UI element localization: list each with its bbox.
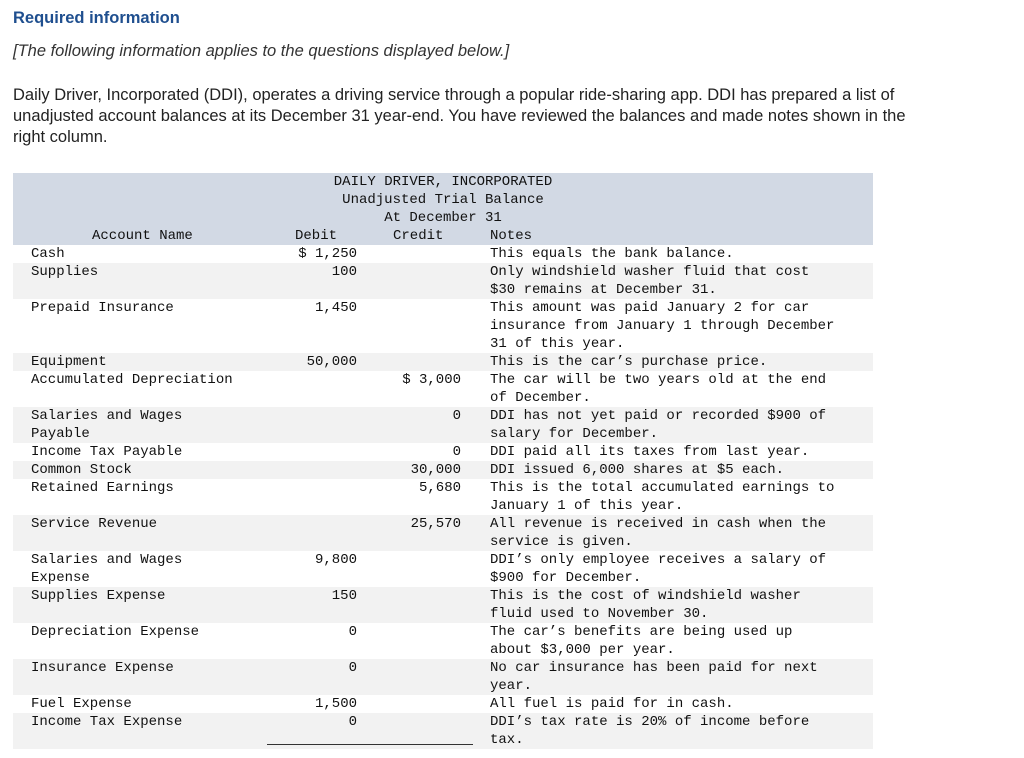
debit-amount: 0 [348, 660, 357, 676]
note-line: insurance from January 1 through December [490, 318, 835, 334]
debit-amount: 9,800 [314, 552, 357, 568]
account-name [31, 461, 271, 479]
company-name: DAILY DRIVER, INCORPORATED [333, 174, 553, 190]
note-line: The car’s benefits are being used up [490, 624, 793, 640]
account-name-line: Income Tax Payable [31, 444, 183, 460]
note-line: This amount was paid January 2 for car [490, 300, 810, 316]
account-name [31, 407, 271, 443]
credit-amount: 0 [452, 444, 461, 460]
note [490, 353, 880, 371]
debit-amount: 150 [331, 588, 357, 604]
note-line: $900 for December. [490, 570, 642, 586]
note [490, 299, 880, 353]
note [490, 407, 880, 443]
account-name [31, 695, 271, 713]
required-information-title: Required information [13, 9, 180, 27]
table-row [13, 623, 873, 659]
table-row [13, 443, 873, 461]
note-line: about $3,000 per year. [490, 642, 675, 658]
account-name-line: Expense [31, 570, 90, 586]
account-name-line: Salaries and Wages [31, 552, 183, 568]
account-name-line: Supplies [31, 264, 99, 280]
note [490, 461, 880, 479]
note-line: DDI’s tax rate is 20% of income before [490, 714, 810, 730]
credit-amount: 0 [452, 408, 461, 424]
account-name-line: Depreciation Expense [31, 624, 200, 640]
credit-amount: 30,000 [410, 462, 461, 478]
account-name [31, 551, 271, 587]
note [490, 479, 880, 515]
table-row [13, 587, 873, 623]
account-name-line: Salaries and Wages [31, 408, 183, 424]
note-line: This is the car’s purchase price. [490, 354, 768, 370]
note-line: salary for December. [490, 426, 659, 442]
account-name-line: Equipment [31, 354, 107, 370]
credit-amount: 5,680 [418, 480, 461, 496]
note [490, 713, 880, 749]
table-row [13, 245, 873, 263]
account-name-line: Payable [31, 426, 90, 442]
note [490, 245, 880, 263]
account-name-line: Common Stock [31, 462, 132, 478]
account-name-line: Income Tax Expense [31, 714, 183, 730]
note-line: DDI paid all its taxes from last year. [490, 444, 810, 460]
account-name [31, 479, 271, 497]
trial-balance-body [13, 245, 873, 749]
intro-line: right column. [13, 128, 108, 146]
account-name [31, 515, 271, 533]
trial-balance-header [13, 173, 873, 245]
table-row [13, 299, 873, 353]
intro-line: unadjusted account balances at its December 31 year-end. You have reviewed the balances and made notes shown in the [13, 107, 906, 125]
note-line: Only windshield washer fluid that cost [490, 264, 810, 280]
table-row [13, 263, 873, 299]
note [490, 371, 880, 407]
account-name-line: Insurance Expense [31, 660, 174, 676]
account-name-line: Cash [31, 246, 65, 262]
note-line: DDI issued 6,000 shares at $5 each. [490, 462, 785, 478]
table-row [13, 551, 873, 587]
debit-amount: 1,450 [314, 300, 357, 316]
debit-amount: 0 [348, 624, 357, 640]
column-header-notes: Notes [490, 228, 533, 244]
account-name-line: Retained Earnings [31, 480, 174, 496]
table-row [13, 407, 873, 443]
column-header-debit: Debit [295, 228, 338, 244]
column-header-account: Account Name [92, 228, 193, 244]
table-row [13, 515, 873, 551]
intro-line: Daily Driver, Incorporated (DDI), operates a driving service through a popular ride-sharing app. DDI has prepared a list of [13, 86, 895, 104]
note [490, 623, 880, 659]
note-line: This is the total accumulated earnings to [490, 480, 835, 496]
total-underline [267, 744, 473, 745]
debit-amount: 1,500 [314, 696, 357, 712]
statement-date: At December 31 [384, 210, 502, 226]
info-applies-note: [The following information applies to the questions displayed below.] [13, 42, 510, 60]
note-line: This equals the bank balance. [490, 246, 734, 262]
account-name [31, 443, 271, 461]
note-line: service is given. [490, 534, 633, 550]
debit-amount: $ 1,250 [298, 246, 357, 262]
note-line: fluid used to November 30. [490, 606, 709, 622]
account-name-line: Service Revenue [31, 516, 158, 532]
table-row [13, 371, 873, 407]
account-name-line: Prepaid Insurance [31, 300, 174, 316]
note-line: This is the cost of windshield washer [490, 588, 801, 604]
account-name [31, 623, 271, 641]
note [490, 263, 880, 299]
note [490, 551, 880, 587]
note [490, 443, 880, 461]
table-row [13, 461, 873, 479]
column-header-credit: Credit [393, 228, 444, 244]
note-line: year. [490, 678, 533, 694]
note-line: tax. [490, 732, 524, 748]
table-row [13, 353, 873, 371]
note-line: 31 of this year. [490, 336, 625, 352]
account-name-line: Accumulated Depreciation [31, 372, 233, 388]
statement-name: Unadjusted Trial Balance [342, 192, 544, 208]
account-name [31, 245, 271, 263]
note-line: All fuel is paid for in cash. [490, 696, 734, 712]
note-line: DDI’s only employee receives a salary of [490, 552, 827, 568]
note-line: The car will be two years old at the end [490, 372, 827, 388]
account-name [31, 299, 271, 317]
account-name [31, 371, 271, 389]
account-name [31, 659, 271, 677]
account-name-line: Fuel Expense [31, 696, 132, 712]
credit-amount: $ 3,000 [402, 372, 461, 388]
account-name [31, 713, 271, 731]
table-row [13, 659, 873, 695]
note-line: January 1 of this year. [490, 498, 684, 514]
debit-amount: 100 [331, 264, 357, 280]
debit-amount: 0 [348, 714, 357, 730]
note-line: DDI has not yet paid or recorded $900 of [490, 408, 827, 424]
note [490, 515, 880, 551]
note [490, 659, 880, 695]
account-name [31, 587, 271, 605]
table-row [13, 695, 873, 713]
note-line: of December. [490, 390, 591, 406]
account-name [31, 263, 271, 281]
note [490, 695, 880, 713]
table-row [13, 479, 873, 515]
note-line: No car insurance has been paid for next [490, 660, 818, 676]
note-line: All revenue is received in cash when the [490, 516, 827, 532]
account-name-line: Supplies Expense [31, 588, 166, 604]
note [490, 587, 880, 623]
note-line: $30 remains at December 31. [490, 282, 717, 298]
debit-amount: 50,000 [306, 354, 357, 370]
credit-amount: 25,570 [410, 516, 461, 532]
trial-balance-table [13, 173, 873, 749]
account-name [31, 353, 271, 371]
intro-paragraph [13, 85, 1018, 148]
